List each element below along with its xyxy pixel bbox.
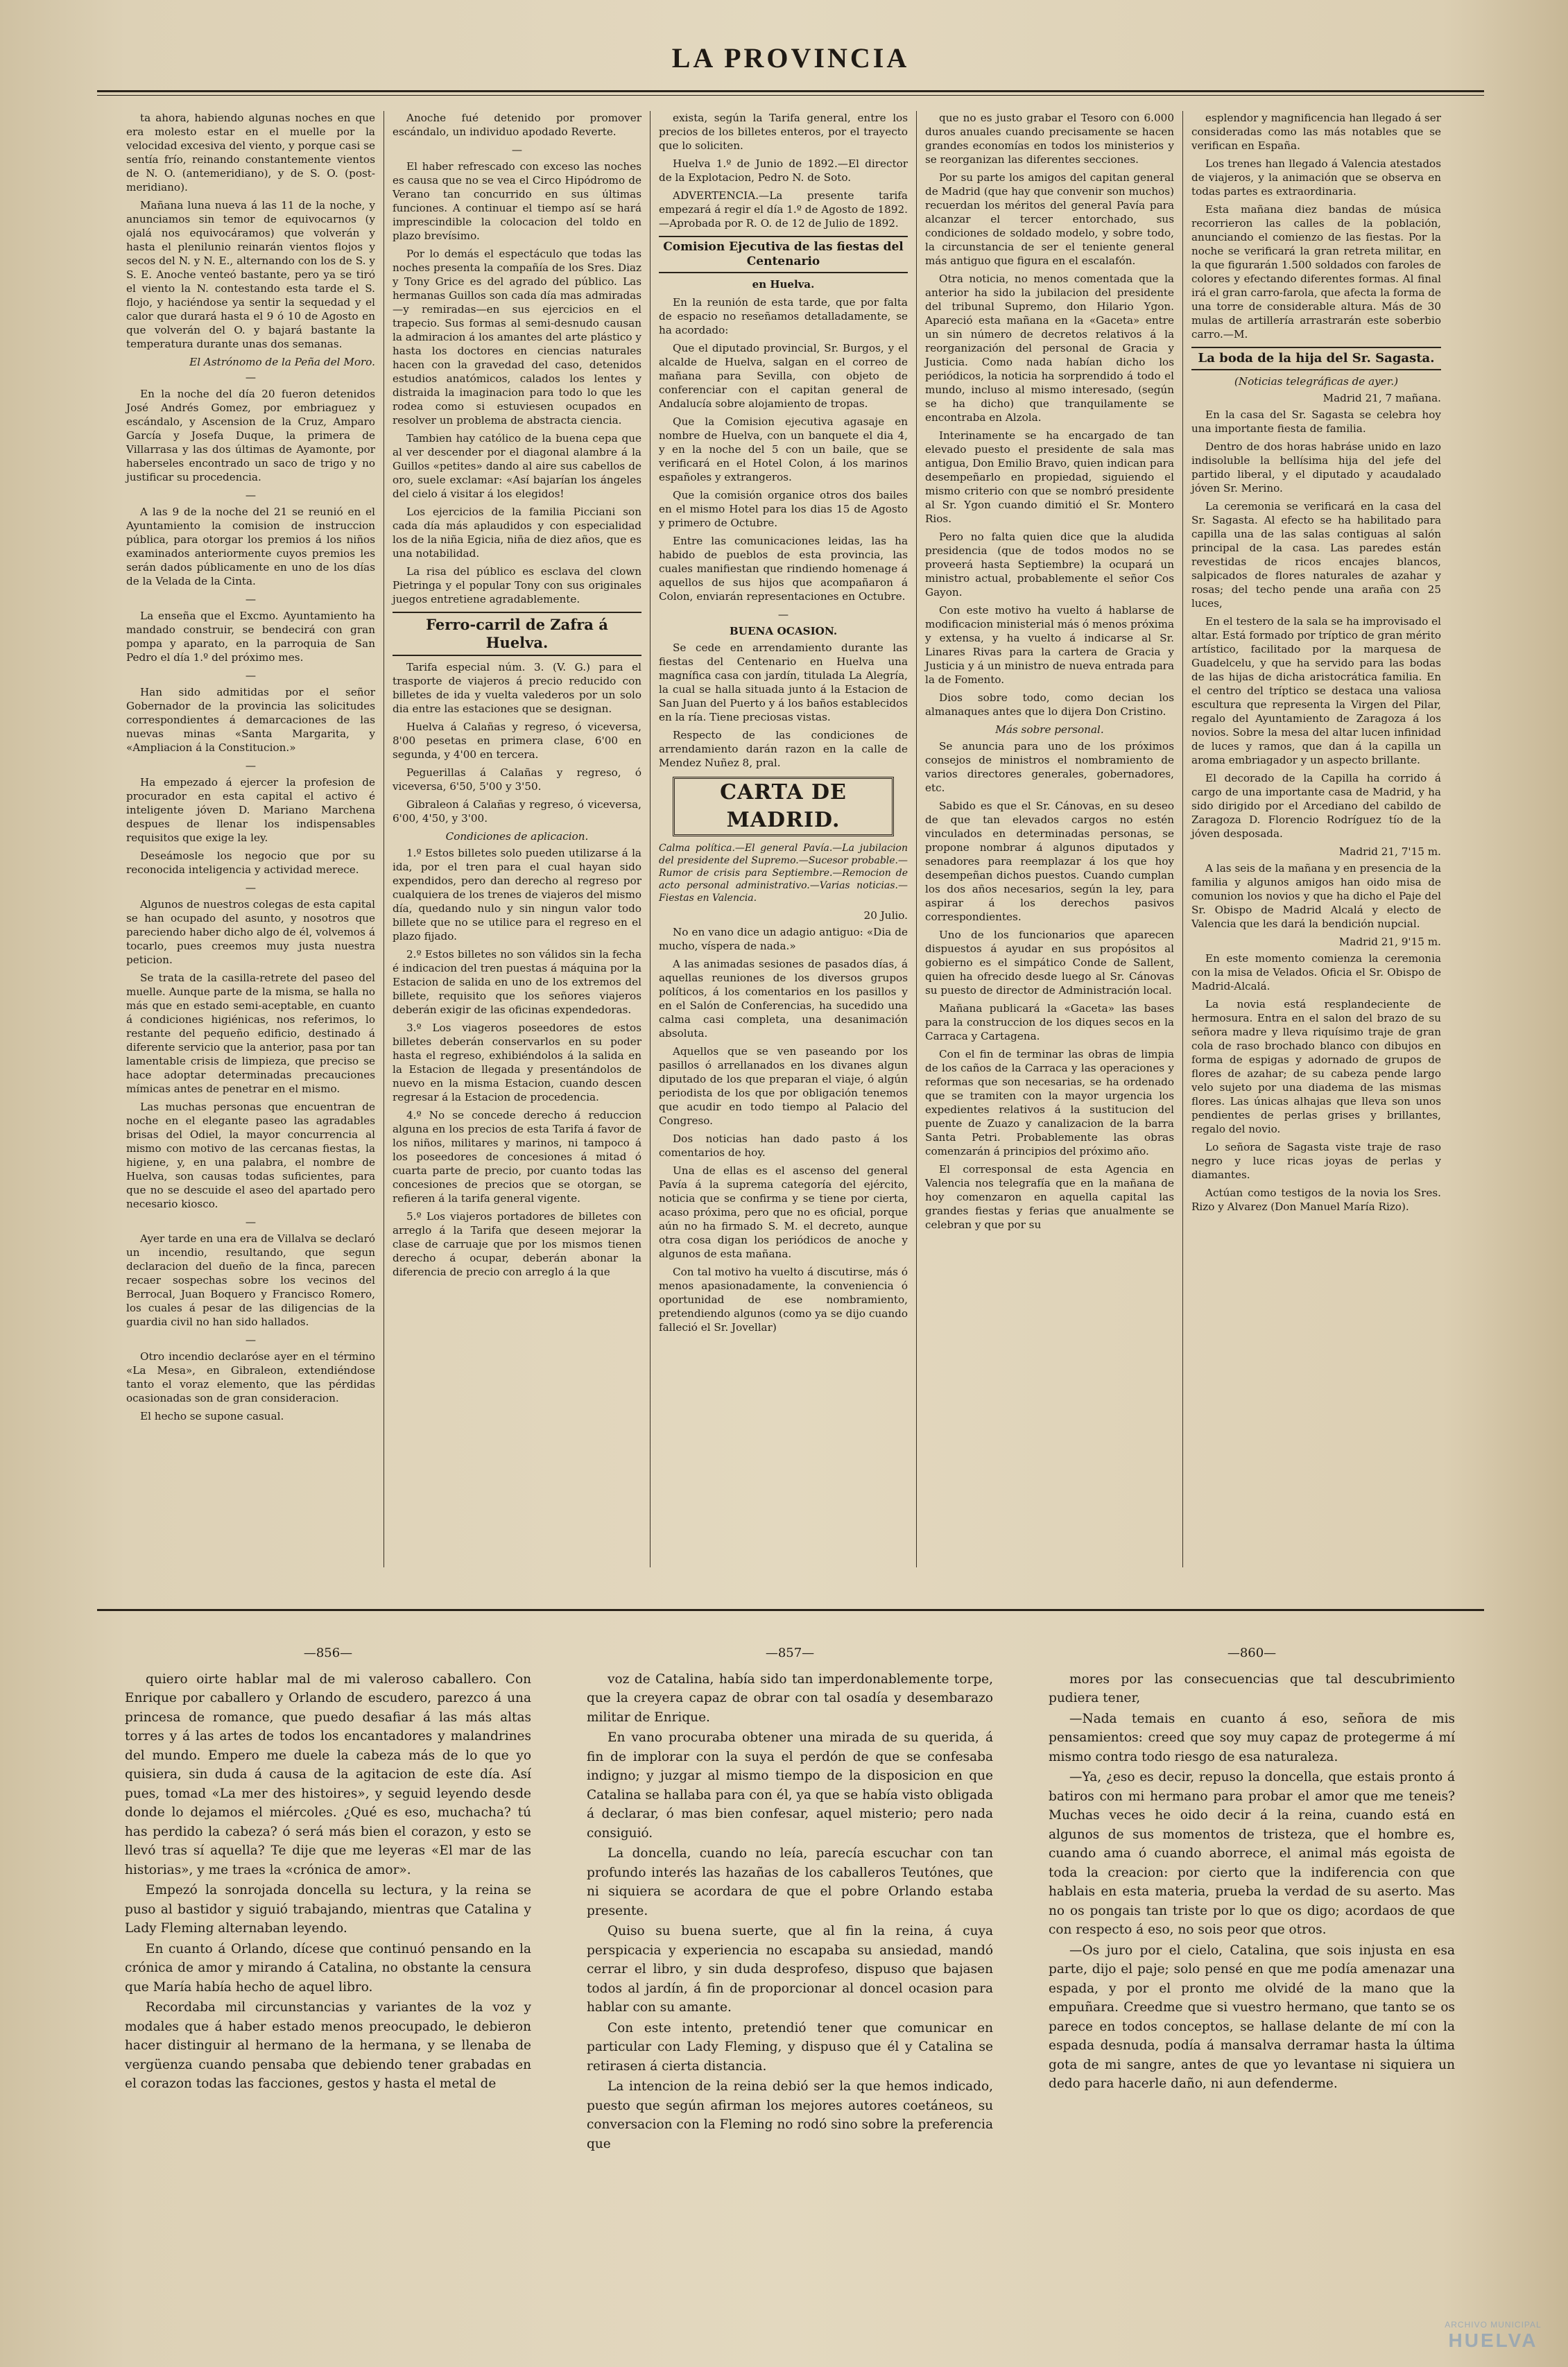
paragraph: Los trenes han llegado á Valencia atestados de viajeros, y la animación que se observa en todas partes es extraordinaria. bbox=[1191, 157, 1441, 198]
paragraph: A las seis de la mañana y en presencia de la familia y algunos amigos han oido misa de comunion los novios y que ha dicho el Paje del Sr. Obispo de Madrid Alcalá y electo de Valencia que les dará la bendición nupcial. bbox=[1191, 862, 1441, 930]
dateline: Madrid 21, 7'15 m. bbox=[1338, 845, 1441, 858]
paragraph: 3.º Los viageros poseedores de estos billetes deberán conservarlos en su poder hasta el regreso, exhibiéndolos á la salida en la Estacion de llegada y presentándolos de nuevo en la misma Estacion, cuando descen regresar á la Estacion de procedencia. bbox=[393, 1022, 641, 1103]
paragraph: 1.º Estos billetes solo pueden utilizarse á la ida, por el tren para el cual hayan sido expendidos, pero dan derecho al regreso por cualquiera de los trenes de viajeros del mismo día, quedando nulo y sin ningun valor todo billete que no se utilice para el regreso en el plazo fijado. bbox=[393, 847, 641, 943]
paragraph: La doncella, cuando no leía, parecía escuchar con tan profundo interés las hazañas de los caballeros Teutónes, que ni siquiera se acordara de que el pobre Orlando estaba presente. bbox=[587, 1846, 993, 1918]
paragraph: mores por las consecuencias que tal descubrimiento pudiera tener, bbox=[1049, 1671, 1455, 1705]
page-number: —860— bbox=[1227, 1646, 1277, 1660]
paragraph: Algunos de nuestros colegas de esta capital se han ocupado del asunto, y nosotros que pareciendo haber dicho algo de él, volvemos á tocarlo, pues creemos muy justa nuestra peticion. bbox=[126, 898, 375, 966]
paragraph: Respecto de las condiciones de arrendamiento darán razon en la calle de Mendez Nuñez 8, pral. bbox=[659, 729, 908, 769]
paragraph: Interinamente se ha encargado de tan elevado puesto el presidente de sala mas antigua, Don Emilio Bravo, quien indican para desempeñarlo en propiedad, siguiendo el mismo criterio con que se nombró presidente al Sr. Ygon cuando dimitió el Sr. Montero Rios. bbox=[925, 429, 1174, 525]
folletin-rule bbox=[97, 1609, 1484, 1611]
paragraph: En vano procuraba obtener una mirada de su querida, á fin de implorar con la suya el perdón de que se confesaba indigno; y juzgar al mismo tiempo de la disposicion en que Catalina se hallaba para con él, ya que se había visto obligada á declarar, ó mas bien confesar, aquel misterio; pero nada consiguió. bbox=[587, 1730, 993, 1841]
separator bbox=[659, 608, 908, 621]
paragraph: Gibraleon á Calañas y regreso, ó viceversa, 6'00, 4'50, y 3'00. bbox=[393, 798, 641, 825]
masthead-rule bbox=[97, 90, 1484, 92]
paragraph: En cuanto á Orlando, dícese que continuó pensando en la crónica de amor y mirando á Catalina, no obstante la censura que María había hecho de aquel libro. bbox=[125, 1941, 531, 1995]
paragraph: Que la Comision ejecutiva agasaje en nombre de Huelva, con un banquete el dia 4, y en la noche del 5 con un baile, que se verificará en el Hotel Colon, á los marinos españoles y extrangeros. bbox=[659, 415, 908, 483]
paragraph: —Ya, ¿eso es decir, repuso la doncella, que estais pronto á batiros con mi hermano para probar el amor que me teneis? Muchas veces he oido decir á la reina, cuando está en algunos de sus momentos de tristeza, que el hombre es, cuando ama ó cuando aborrece, el animal más egoista de toda la creacion: por cierto que la indiferencia con que hablais en esta materia, prueba la verdad de su aserto. Mas no os pongais tan triste por lo que os digo; acordaos de que con respecto á eso, no sois peor que otros. bbox=[1049, 1770, 1455, 1937]
paragraph: 2.º Estos billetes no son válidos sin la fecha é indicacion del tren puestas á máquina por la Estacion de salida en uno de los extremos del billete, requisito que los señores viajeros deberán exigir de las oficinas expendedoras. bbox=[393, 948, 641, 1016]
paragraph: No en vano dice un adagio antiguo: «Dia de mucho, víspera de nada.» bbox=[659, 926, 908, 952]
folletin-column-3 bbox=[1021, 1644, 1483, 2337]
separator bbox=[126, 1333, 375, 1347]
paragraph: Recordaba mil circunstancias y variantes de la voz y modales que á haber estado menos preocupado, le debieron hacer distinguir al hermano de la hermana, y se llenaba de vergüenza cuando pensaba que debiendo tener grabadas en el corazon todas las facciones, gestos y hasta el metal de bbox=[125, 2000, 531, 2091]
paragraph: Anoche fué detenido por promover escándalo, un individuo apodado Reverte. bbox=[393, 112, 641, 138]
paragraph: Por su parte los amigos del capitan general de Madrid (que hay que convenir son muchos) recuerdan los méritos del general Pavía para alcanzar el tercer entorchado, sus condiciones de soldado modelo, y sobre todo, la circunstancia de ser el teniente general más antiguo que figura en el escalafón. bbox=[925, 171, 1174, 267]
paragraph: Mañana luna nueva á las 11 de la noche, y anunciamos sin temor de equivocarnos (y ojalá nos equivocáramos) que volverán y hasta el plenilunio reinarán vientos flojos y secos del N. y N. E., alternando con los de S. y S. E. Anoche venteó bastante, pero ya se tiró el viento la N. contestando esta tarde el S. flojo, y haciéndose ya sentir la sequedad y el calor que durará hasta el 9 ó 10 de Agosto en que volverán del O. y bajará bastante la temperatura durante unas dos semanas. bbox=[126, 199, 375, 350]
paragraph: Una de ellas es el ascenso del general Pavía á la suprema categoría del ejército, noticia que se confirma y se tiene por cierta, acaso próxima, pero que no es oficial, porque aún no ha firmado S. M. el decreto, aunque otra cosa digan los periódicos de anoche y algunos de esta mañana. bbox=[659, 1164, 908, 1260]
paragraph: Las muchas personas que encuentran de noche en el elegante paseo las agradables brisas del Odiel, la mayor concurrencia al mismo con motivo de las cercanas fiestas, la higiene, y, en una palabra, el nombre de Huelva, son causas todas suficientes, para que no se descuide el aseo del apartado pero necesario kiosco. bbox=[126, 1101, 375, 1210]
separator bbox=[126, 1215, 375, 1229]
paragraph: La intencion de la reina debió ser la que hemos indicado, puesto que según afirman los mejores autores coetáneos, su conversacion con la Fleming no rodó sino sobre la preferencia que bbox=[587, 2079, 993, 2151]
paragraph: ta ahora, habiendo algunas noches en que era molesto estar en el muelle por la velocidad excesiva del viento, y porque casi se sentía frío, reinando constantemente vientos de N. O. (antemeridiano), y de S. O. (post-meridiano). bbox=[126, 112, 375, 193]
paragraph: Deseámosle los negocio que por su reconocida inteligencia y actividad merece. bbox=[126, 850, 375, 876]
paragraph: Han sido admitidas por el señor Gobernador de la provincia las solicitudes correspondientes á demarcaciones de las nuevas minas «Santa Margarita, y «Ampliacion á la Constitucion.» bbox=[126, 686, 375, 754]
paragraph: Con este intento, pretendió tener que comunicar en particular con Lady Fleming, y dispuso que él y Catalina se retirasen á cierta distancia. bbox=[587, 2020, 993, 2074]
paragraph: quiero oirte hablar mal de mi valeroso caballero. Con Enrique por caballero y Orlando de escudero, parezco á una princesa de romance, que puedo desafiar á las más altas torres y á las artes de todos los encantadores y malandrines del mundo. Empero me duele la cabeza más de lo que yo quisiera, sin duda á causa de la agitacion de este día. Así pues, tomad «La mer des histoires», y seguid leyendo desde donde lo dejamos el miércoles. ¿Qué es eso, muchacha? tú has perdido la cabeza? ó será más bien el corazon, y esto se llevó tras sí aquella? Te dije que me leyeras «El mar de las historias», y me traes la «crónica de amor». bbox=[125, 1671, 531, 1877]
wedding-section-title: La boda de la hija del Sr. Sagasta. bbox=[1191, 347, 1441, 370]
paragraph: Se anuncia para uno de los próximos consejos de ministros el nombramiento de varios directores generales, gobernadores, etc. bbox=[925, 740, 1174, 794]
paragraph: Que la comisión organice otros dos bailes en el mismo Hotel para los dias 15 de Agosto y primero de Octubre. bbox=[659, 489, 908, 529]
paragraph: Peguerillas á Calañas y regreso, ó viceversa, 6'50, 5'00 y 3'50. bbox=[393, 766, 641, 793]
paragraph: Lo señora de Sagasta viste traje de raso negro y luce ricas joyas de perlas y diamantes. bbox=[1191, 1141, 1441, 1181]
paragraph: esplendor y magnificencia han llegado á ser consideradas como las más notables que se verifican en España. bbox=[1191, 112, 1441, 152]
ad-title: BUENA OCASION. bbox=[729, 625, 838, 637]
watermark-line-1: ARCHIVO MUNICIPAL bbox=[1445, 2320, 1542, 2330]
paragraph: Se cede en arrendamiento durante las fiestas del Centenario en Huelva una magnífica casa con jardín, titulada La Alegría, la cual se halla situada junto á la Estacion de San Juan del Puerto y á los baños establecidos en la ría. Tiene preciosas vistas. bbox=[659, 642, 908, 723]
paragraph: Ha empezado á ejercer la profesion de procurador en esta capital el activo é inteligente jóven D. Mariano Marchena despues de llenar los indispensables requisitos que exige la ley. bbox=[126, 776, 375, 844]
paragraph: Ayer tarde en una era de Villalva se declaró un incendio, resultando, que segun declaracion del dueño de la finca, parecen recaer sospechas sobre los vecinos del Berrocal, Juan Boquero y Francisco Romero, los cuales á pesar de las diligencias de la guardia civil no han sido hallados. bbox=[126, 1232, 375, 1328]
paragraph: Actúan como testigos de la novia los Sres. Rizo y Alvarez (Don Manuel María Rizo). bbox=[1191, 1187, 1441, 1213]
paragraph: Con el fin de terminar las obras de limpia de los caños de la Carraca y las operaciones y reformas que son necesarias, se ha ordenado que se tramiten con la mayor urgencia los expedientes relativos á la sustitucion del puente de Zuazo y canalizacion de la barra Santa Petri. Probablemente las obras comenzarán á principios del próximo año. bbox=[925, 1048, 1174, 1157]
paragraph: En el testero de la sala se ha improvisado el altar. Está formado por tríptico de gran mérito artístico, facilitado por la marquesa de Guadelcelu, y que ha servido para las bodas de las hijas de dicha aristocrática familia. En el centro del tríptico se destaca una valiosa escultura que representa la Virgen del Pilar, regalo del Ayuntamiento de Zaragoza á los novios. Sobre la mesa del altar lucen infinidad de luces y ramos, que dan á la capilla un aroma embriagador y un aspecto brillante. bbox=[1191, 615, 1441, 766]
folletin-column-1 bbox=[97, 1644, 559, 2337]
conditions-title: Condiciones de aplicacion. bbox=[445, 830, 589, 843]
paragraph: Aquellos que se ven paseando por los pasillos ó arrellanados en los divanes algun diputado de los que preparan el viaje, ó algún periodista de los que por obligación tenemos que acudir en todo tiempo al Palacio del Congreso. bbox=[659, 1045, 908, 1127]
column-4 bbox=[917, 111, 1183, 1567]
paragraph: —Os juro por el cielo, Catalina, que sois injusta en esa parte, dijo el paje; solo pensé en que me podía amenazar una espada, y por el pronto me olvidé de la mano que la empuñara. Creedme que si vuestro hermano, que tanto se os parece en todos conceptos, se hallase delante de mí con la espada desnuda, podía á mansalva derramar hasta la última gota de mi sangre, antes de que yo levantase ni siquiera un dedo para hacerle daño, ni aun defenderme. bbox=[1049, 1943, 1455, 2091]
separator bbox=[126, 370, 375, 384]
paragraph: Dos noticias han dado pasto á los comentarios de hoy. bbox=[659, 1133, 908, 1159]
paragraph: Se trata de la casilla-retrete del paseo del muelle. Aunque parte de la misma, se halla no más que en estado semi-aceptable, en cuanto á condiciones higiénicas, nos referimos, lo restante del pequeño edificio, destinado á diferente servicio que la anterior, pasa por tan lamentable crisis de limpieza, que preciso se hace adoptar determinadas precauciones mímicas antes de penetrar en el mismo. bbox=[126, 972, 375, 1095]
paragraph: En la reunión de esta tarde, que por falta de espacio no reseñamos detalladamente, se ha acordado: bbox=[659, 296, 908, 336]
carta-section-title: CARTA DE MADRID. bbox=[673, 777, 894, 836]
railway-section-title: Ferro-carril de Zafra á Huelva. bbox=[393, 612, 641, 656]
paragraph: En la noche del día 20 fueron detenidos José Andrés Gomez, por embriaguez y escándalo, y Ascension de la Cruz, Amparo García y Josefa Duque, la primera de Villarrasa y las dos últimas de Ayamonte, por haberseles encontrado un saco de trigo y no justificar su procedencia. bbox=[126, 388, 375, 483]
paragraph: que no es justo grabar el Tesoro con 6.000 duros anuales cuando precisamente se hacen grandes economías en todos los ministerios y se reorganizan las diferentes secciones. bbox=[925, 112, 1174, 166]
paragraph: La enseña que el Excmo. Ayuntamiento ha mandado construir, se bendecirá con gran pompa y aparato, en la parroquia de San Pedro el día 1.º del próximo mes. bbox=[126, 610, 375, 664]
dateline: Madrid 21, 7 mañana. bbox=[1323, 392, 1441, 404]
paragraph: La novia está resplandeciente de hermosura. Entra en el salon del brazo de su señora madre y lleva riquísimo traje de gran cola de raso brochado blanco con dibujos en forma de espigas y adornado de grupos de flores de azahar; de su cabeza pende largo velo sujeto por una diadema de las mismas flores. Las únicas alhajas que lleva son unos pendientes de perlas grises y brillantes, regalo del novio. bbox=[1191, 998, 1441, 1135]
paragraph: 5.º Los viajeros portadores de billetes con arreglo á la Tarifa que deseen mejorar la clase de carruaje que por los mismos tienen derecho á ocupar, deberán abonar la diferencia de precio con arreglo á la que bbox=[393, 1210, 641, 1278]
paragraph: Tambien hay católico de la buena cepa que al ver descender por el diagonal alambre á la Guillos «petites» dando al aire sus cabellos de oro, suele exclamar: «Así bajarían los ángeles del cielo á visitar á los elegidos! bbox=[393, 432, 641, 500]
paragraph: En este momento comienza la ceremonia con la misa de Velados. Oficia el Sr. Obispo de Madrid-Alcalá. bbox=[1191, 952, 1441, 992]
paragraph: La ceremonia se verificará en la casa del Sr. Sagasta. Al efecto se ha habilitado para capilla una de las salas contiguas al salón principal de la casa. Las paredes están revestidas de ricos encajes blancos, salpicados de flores naturales de azahar y rosas; del techo pende una araña con 25 luces, bbox=[1191, 500, 1441, 610]
carta-summary: Calma política.—El general Pavía.—La jubilacion del presidente del Supremo.—Sucesor probable.—Rumor de crisis para Septiembre.—Remocion de acto personal administrativo.—Varias noticias.—Fiestas en Valencia. bbox=[659, 843, 908, 904]
paragraph: Sabido es que el Sr. Cánovas, en su deseo de que tan elevados cargos no estén vinculados en determinadas personas, se propone nombrar á algunos diputados y senadores para reemplazar á los que hoy desempeñan dichos puestos. Cuando cumplan los dos años necesarios, según la ley, para aspirar á los derechos pasivos correspondientes. bbox=[925, 800, 1174, 923]
paragraph: ADVERTENCIA.—La presente tarifa empezará á regir el día 1.º de Agosto de 1892.—Aprobada por R. O. de 12 de Julio de 1892. bbox=[659, 189, 908, 230]
paragraph: Empezó la sonrojada doncella su lectura, y la reina se puso al bastidor y siguió trabajando, mientras que Catalina y Lady Fleming alternaban leyendo. bbox=[125, 1883, 531, 1936]
paragraph: A las animadas sesiones de pasados días, á aquellas reuniones de los diversos grupos políticos, á los comentarios en los pasillos y en el Salón de Conferencias, ha sucedido una calma casi completa, una desanimación absoluta. bbox=[659, 958, 908, 1040]
page-number: —857— bbox=[765, 1646, 815, 1660]
signature: El Astrónomo de la Peña del Moro. bbox=[189, 356, 375, 368]
separator bbox=[126, 759, 375, 773]
commission-subtitle: en Huelva. bbox=[752, 278, 815, 291]
paragraph: 4.º No se concede derecho á reduccion alguna en los precios de esta Tarifa á favor de los niños, militares y marinos, ni tampoco á los poseedores de concesiones á mitad ó cuarta parte de precio, por cuanto todas las concesiones de precios que se otorgan, se refieren á la tarifa general vigente. bbox=[393, 1109, 641, 1205]
column-5 bbox=[1183, 111, 1449, 1567]
wedding-subtitle: (Noticias telegráficas de ayer.) bbox=[1234, 375, 1399, 388]
paragraph: Tarifa especial núm. 3. (V. G.) para el trasporte de viajeros á precio reducido con billetes de ida y vuelta valederos por un solo dia entre las estaciones que se designan. bbox=[393, 661, 641, 715]
paragraph: Dentro de dos horas habráse unido en lazo indisoluble la bellísima hija del jefe del partido liberal, y el diputado y acaudalado jóven Sr. Merino. bbox=[1191, 440, 1441, 494]
commission-section-title: Comision Ejecutiva de las fiestas del Centenario bbox=[659, 236, 908, 273]
paragraph: Otra noticia, no menos comentada que la anterior ha sido la jubilacion del presidente del tribunal Supremo, don Hilario Ygon. Apareció esta mañana en la «Gaceta» entre un sin número de decretos relativos á la reorganización del personal de Gracia y Justicia. Como nada habían dicho los periódicos, la noticia ha sorprendido á todo el mundo, incluso al mismo interesado, (según se ha dicho) que tranquilamente se encontraba en Alzola. bbox=[925, 273, 1174, 424]
folletin-section bbox=[97, 1644, 1484, 2337]
watermark-line-2: HUELVA bbox=[1448, 2330, 1538, 2351]
paragraph: El hecho se supone casual. bbox=[140, 1410, 284, 1422]
paragraph: Huelva á Calañas y regreso, ó viceversa, 8'00 pesetas en primera clase, 6'00 en segunda, y 4'00 en tercera. bbox=[393, 721, 641, 761]
paragraph: Uno de los funcionarios que aparecen dispuestos á ayudar en sus propósitos al gobierno es el simpático Conde de Sallent, quien ha ofrecido desde luego al Sr. Cánovas su puesto de director de Administración local. bbox=[925, 929, 1174, 997]
column-3 bbox=[651, 111, 917, 1567]
separator bbox=[126, 488, 375, 502]
paragraph: Esta mañana diez bandas de música recorrieron las calles de la población, anunciando el comienzo de las fiestas. Por la noche se verificará la gran retreta militar, en la que figurarán 1.500 soldados con faroles de colores y efectando diferentes formas. Al final irá el gran carro-farola, que afecta la forma de una torre de considerable altura. Más de 30 mulas de artillería arrastrarán este soberbio carro.—M. bbox=[1191, 203, 1441, 341]
paragraph: Dios sobre todo, como decian los almanaques antes que lo dijera Don Cristino. bbox=[925, 691, 1174, 718]
page-number: —856— bbox=[303, 1646, 353, 1660]
paragraph: Mañana publicará la «Gaceta» las bases para la construccion de los diques secos en la Carraca y Cartagena. bbox=[925, 1002, 1174, 1042]
column-1 bbox=[118, 111, 384, 1567]
paragraph: exista, según la Tarifa general, entre los precios de los billetes enteros, por el trayecto que lo soliciten. bbox=[659, 112, 908, 152]
archive-watermark bbox=[1431, 2320, 1556, 2359]
dateline: Madrid 21, 9'15 m. bbox=[1338, 936, 1441, 948]
paragraph: Pero no falta quien dice que la aludida presidencia (que de todos modos no se proveerá hasta Septiembre) la ocupará un ministro actual, probablemente el señor Cos Gayon. bbox=[925, 531, 1174, 599]
news-columns bbox=[118, 111, 1449, 1567]
paragraph: La risa del público es esclava del clown Pietringa y el popular Tony con sus originales juegos entretiene agradablemente. bbox=[393, 565, 641, 605]
paragraph: Entre las comunicaciones leidas, las ha habido de pueblos de esta provincia, las cuales manifiestan que rindiendo homenage á aquellos de sus hijos que acompañaron á Colon, enviarán representaciones en Octubre. bbox=[659, 535, 908, 603]
paragraph: Por lo demás el espectáculo que todas las noches presenta la compañía de los Sres. Diaz y Tony Grice es del agrado del público. Las hermanas Guillos son cada día mas admiradas—y remiradas—en sus ejercicios en el trapecio. Sus formas al semi-desnudo causan la admiracion á los amantes del arte plástico y hasta los doctores en ciencias naturales hacen con la gravedad del caso, detenidos estudios anatómicos, calados los lentes y distraida la imaginacion para todo lo que les rodea como si estuviesen ocupados en resolver un problema de abstracta ciencia. bbox=[393, 248, 641, 427]
masthead-rule-thin bbox=[97, 95, 1484, 96]
paragraph: El decorado de la Capilla ha corrido á cargo de una importante casa de Madrid, y ha sido dirigido por el Arcediano del cabildo de Zaragoza D. Florencio Rodríguez tío de la jóven desposada. bbox=[1191, 772, 1441, 840]
paragraph: El corresponsal de esta Agencia en Valencia nos telegrafía que en la mañana de hoy comenzaron en aquella capital las grandes fiestas y ferias que anualmente se celebran y que por su bbox=[925, 1163, 1174, 1231]
separator bbox=[126, 669, 375, 682]
paragraph: En la casa del Sr. Sagasta se celebra hoy una importante fiesta de familia. bbox=[1191, 408, 1441, 435]
paragraph: voz de Catalina, había sido tan imperdonablemente torpe, que la creyera capaz de obrar con tal osadía y desembarazo militar de Enrique. bbox=[587, 1671, 993, 1725]
column-2 bbox=[384, 111, 651, 1567]
folletin-column-2 bbox=[559, 1644, 1021, 2337]
separator bbox=[126, 592, 375, 606]
subhead: Más sobre personal. bbox=[995, 723, 1104, 736]
paragraph: Con este motivo ha vuelto á hablarse de modificacion ministerial más ó menos próxima y extensa, y ha vuelto á indicarse al Sr. Linares Rivas para la cartera de Gracia y Justicia y á un ministro de nueva entrada para la de Fomento. bbox=[925, 604, 1174, 686]
paragraph: Quiso su buena suerte, que al fin la reina, á cuya perspicacia y experiencia no escapaba su ansiedad, mandó cerrar el libro, y sin duda desprofeso, dispuso que bajasen todos al jardín, á fin de proporcionar al doncel ocasion para hablar con su amante. bbox=[587, 1924, 993, 2015]
paragraph: Con tal motivo ha vuelto á discutirse, más ó menos apasionadamente, la conveniencia ó oportunidad de ese nombramiento, pretendiendo algunos (como ya se dijo cuando falleció el Sr. Jovellar) bbox=[659, 1266, 908, 1334]
paragraph: Otro incendio declaróse ayer en el término «La Mesa», en Gibraleon, extendiéndose tanto el voraz elemento, que las pérdidas ocasionadas son de gran consideracion. bbox=[126, 1350, 375, 1404]
paragraph: El haber refrescado con exceso las noches es causa que no se vea el Circo Hipódromo de Verano tan concurrido en sus últimas funciones. A continuar el tiempo así se hará imprescindible la colocacion del toldo en plazo brevísimo. bbox=[393, 160, 641, 242]
paragraph: Huelva 1.º de Junio de 1892.—El director de la Explotacion, Pedro N. de Soto. bbox=[659, 157, 908, 184]
masthead-title: LA PROVINCIA bbox=[671, 42, 910, 74]
paragraph: A las 9 de la noche del 21 se reunió en el Ayuntamiento la comision de instruccion pública, para otorgar los premios á los niños examinados anteriormente cuyos premios les serán dados públicamente en uno de los días de la Velada de la Cinta. bbox=[126, 506, 375, 587]
separator bbox=[393, 143, 641, 157]
paragraph: —Nada temais en cuanto á eso, señora de mis pensamientos: creed que soy muy capaz de protegerme á mí mismo contra todo riesgo de esa naturaleza. bbox=[1049, 1711, 1455, 1764]
paragraph: Los ejercicios de la familia Picciani son cada día más aplaudidos y con especialidad los de la niña Egicia, niña de diez años, que es una notabilidad. bbox=[393, 506, 641, 560]
dateline: 20 Julio. bbox=[863, 909, 908, 922]
separator bbox=[126, 881, 375, 895]
paragraph: Que el diputado provincial, Sr. Burgos, y el alcalde de Huelva, salgan en el correo de mañana para Sevilla, con objeto de conferenciar con el capitan general de Andalucía sobre alojamiento de tropas. bbox=[659, 342, 908, 410]
